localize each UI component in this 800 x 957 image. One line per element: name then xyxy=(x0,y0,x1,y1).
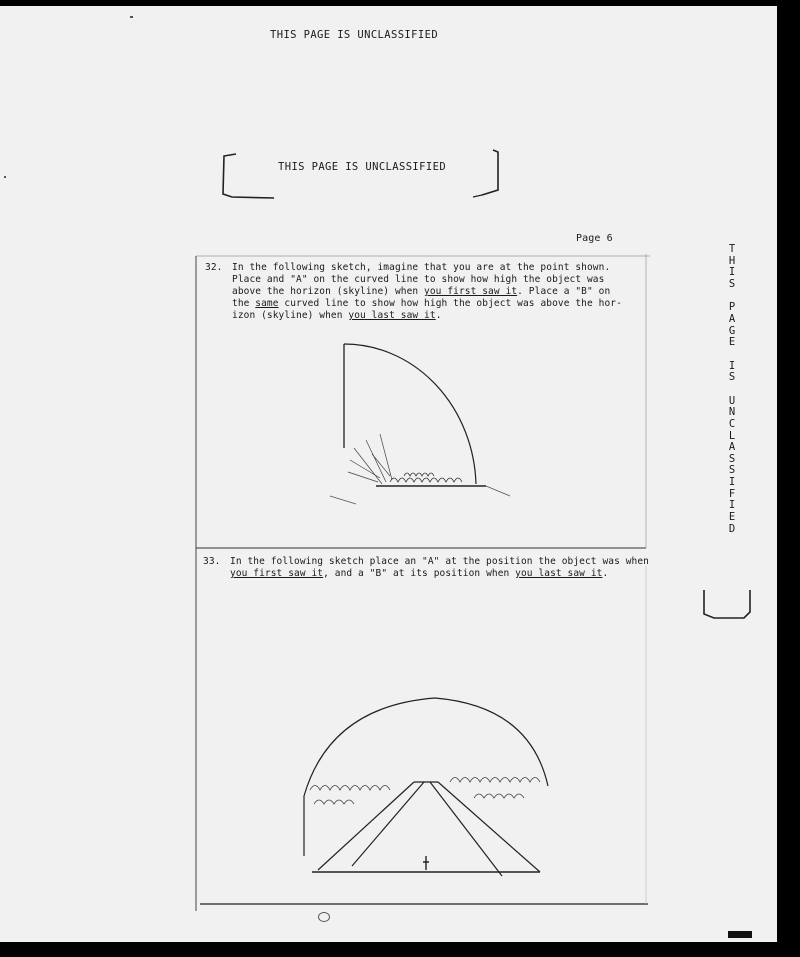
q32-line-4: the same curved line to show how high the object was above the hor- xyxy=(232,298,622,309)
q33-line-1: In the following sketch place an "A" at the position the object was when xyxy=(230,556,650,567)
q32-number: 32. xyxy=(205,262,223,273)
q32-line-5: izon (skyline) when you last saw it. xyxy=(232,310,442,321)
q32-elevation-sketch xyxy=(320,336,520,511)
q33-dome-arc xyxy=(304,698,548,856)
scan-mark xyxy=(728,931,752,938)
q32-radial-hatch xyxy=(348,434,392,484)
q33-observer-figure xyxy=(423,856,429,870)
scan-dust xyxy=(318,912,330,922)
q33-number: 33. xyxy=(203,556,221,567)
q32-curved-line xyxy=(344,344,476,484)
q33-line-2: you first saw it, and a "B" at its position when you last saw it. xyxy=(230,568,609,579)
stamp-classification-banner: THIS PAGE IS UNCLASSIFIED xyxy=(278,161,447,173)
q32-observer-crowd xyxy=(390,473,462,482)
top-classification-banner: THIS PAGE IS UNCLASSIFIED xyxy=(270,29,439,41)
q32-line-1: In the following sketch, imagine that you are at the point shown. xyxy=(232,262,611,273)
scan-dust xyxy=(4,176,6,178)
page-number: Page 6 xyxy=(576,233,613,244)
q32-line-2: Place and "A" on the curved line to show how high the object was xyxy=(232,274,605,285)
scan-dust xyxy=(130,16,133,18)
q32-line-3: above the horizon (skyline) when you first saw it. Place a "B" on xyxy=(232,286,611,297)
side-classification-banner: T H I S P A G E I S U N C L A S S I F I E D xyxy=(728,243,736,535)
document-page xyxy=(0,6,777,942)
q33-sky-dome-sketch xyxy=(290,686,560,886)
